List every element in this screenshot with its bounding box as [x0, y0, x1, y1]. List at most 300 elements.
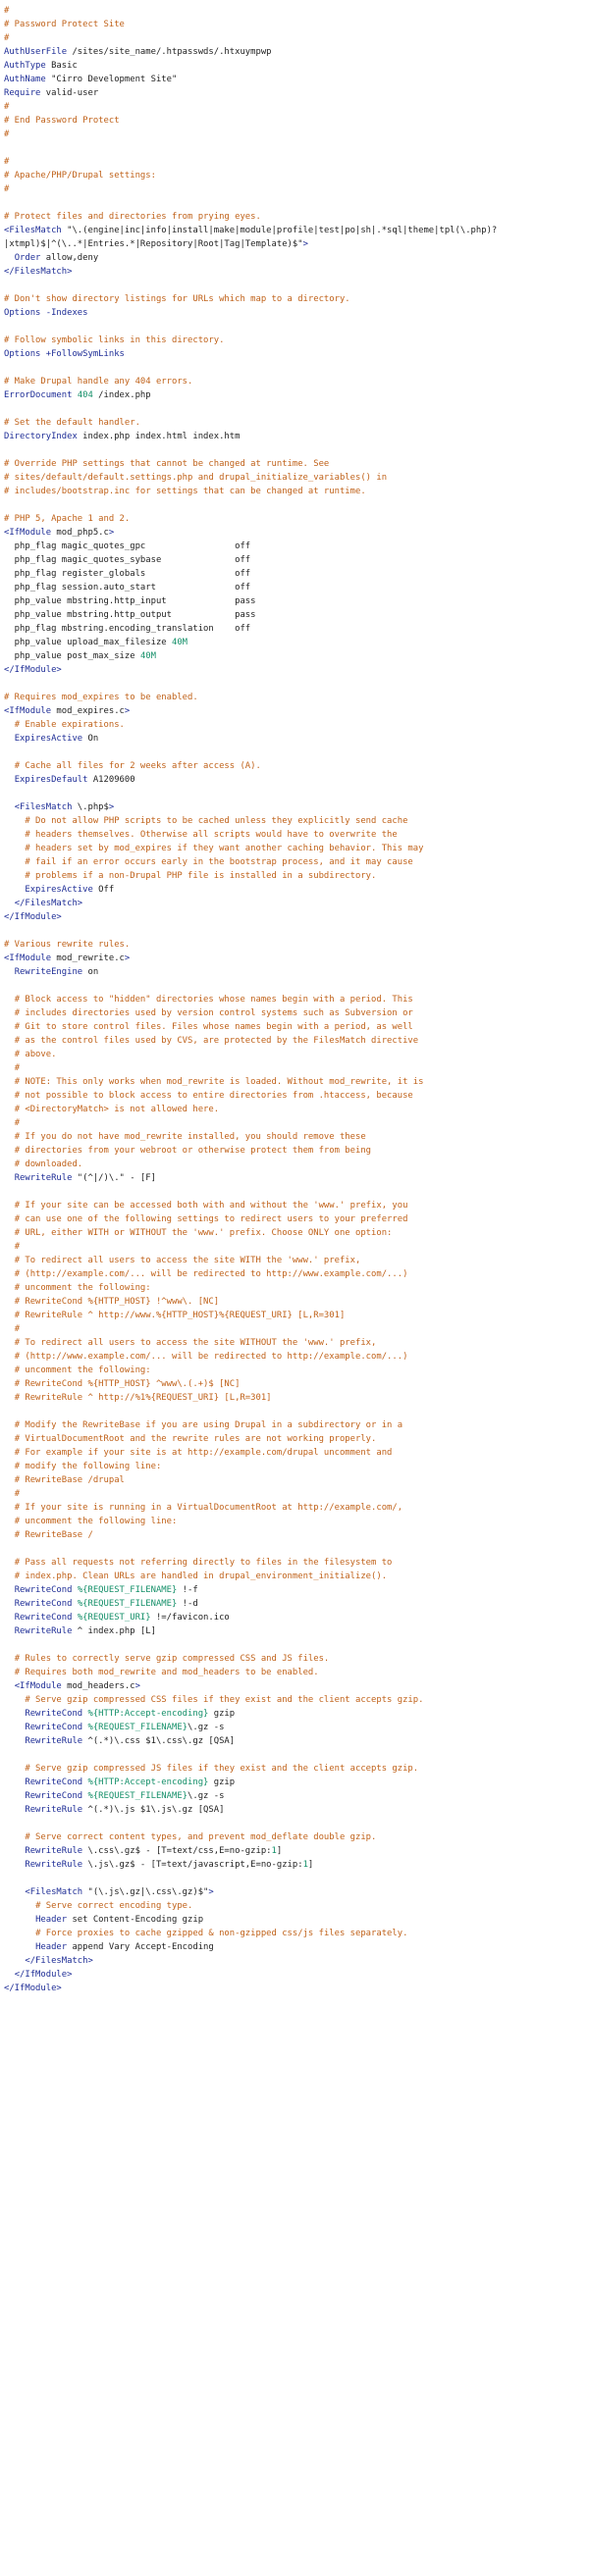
plain-token	[4, 1159, 15, 1169]
tag-token: </IfModule>	[14, 1970, 73, 1980]
plain-token	[4, 1846, 25, 1856]
tag-token: >	[108, 802, 115, 812]
code-line	[0, 485, 589, 498]
comment-token: # not possible to block access to entire directories from .htaccess, because	[14, 1091, 413, 1101]
code-line	[0, 1006, 589, 1020]
comment-token: # Pass all requests not referring directly to files in the filesystem to	[14, 1558, 393, 1568]
plain-token: \.gz -s	[187, 1791, 225, 1801]
plain-token: \.gz -s	[187, 1723, 225, 1732]
comment-token: # RewriteBase /	[14, 1530, 93, 1540]
comment-token: # above.	[14, 1050, 57, 1059]
plain-token: on	[82, 967, 99, 977]
tag-token: </FilesMatch>	[4, 267, 73, 277]
code-line	[0, 965, 589, 979]
plain-token: php_flag magic_quotes_gpc off	[4, 541, 251, 551]
code-line	[0, 663, 589, 677]
code-line	[0, 1734, 589, 1748]
plain-token	[4, 1434, 15, 1444]
plain-token: php_flag register_globals off	[4, 569, 251, 579]
code-line	[0, 993, 589, 1006]
comment-token: # headers set by mod_expires if they want another caching behavior. This may	[25, 844, 424, 853]
directive-token: RewriteEngine	[14, 967, 83, 977]
plain-token	[4, 1709, 25, 1719]
directive-token: RewriteRule	[25, 1846, 83, 1856]
directive-token: RewriteCond	[14, 1599, 73, 1609]
comment-token: # directories from your webroot or otherwise protect them from being	[14, 1146, 372, 1156]
code-line	[0, 1652, 589, 1666]
comment-token: # Rules to correctly serve gzip compressed CSS and JS files.	[14, 1654, 330, 1664]
plain-token	[4, 1956, 25, 1966]
plain-token: set Content-Encoding gzip	[67, 1915, 204, 1925]
tag-token: </IfModule>	[4, 1984, 62, 1993]
code-line	[0, 210, 589, 224]
tag-token: <IfModule	[4, 953, 52, 963]
code-line	[0, 498, 589, 512]
variable-token: %{HTTP:Accept-encoding}	[87, 1777, 209, 1787]
plain-token: /index.php	[92, 390, 151, 400]
code-line	[0, 1446, 589, 1460]
tag-token: >	[134, 1681, 140, 1691]
comment-token: # If you do not have mod_rewrite installed, you should remove these	[14, 1132, 366, 1142]
tag-token: </IfModule>	[4, 665, 62, 675]
plain-token	[4, 1352, 15, 1362]
plain-token	[4, 1887, 25, 1897]
code-line	[0, 334, 589, 347]
plain-token	[4, 1132, 15, 1142]
plain-token	[4, 1105, 15, 1114]
plain-token: "(^|/)\." - [F]	[72, 1173, 156, 1183]
code-line	[0, 100, 589, 114]
plain-token	[4, 1063, 15, 1073]
comment-token: # NOTE: This only works when mod_rewrite is loaded. Without mod_rewrite, it is	[14, 1077, 424, 1087]
plain-token	[4, 1929, 35, 1938]
code-line	[0, 1927, 589, 1940]
plain-token	[4, 1311, 15, 1320]
code-line	[0, 1515, 589, 1528]
code-line	[0, 1020, 589, 1034]
directive-token: Options	[4, 308, 41, 318]
code-line	[0, 1295, 589, 1309]
directive-token: RewriteRule	[25, 1736, 83, 1746]
code-line	[0, 1597, 589, 1611]
code-line	[0, 1624, 589, 1638]
code-line	[0, 814, 589, 828]
tag-token: >	[124, 953, 131, 963]
plain-token	[4, 1338, 15, 1348]
comment-token: #	[14, 1324, 21, 1334]
plain-token: \.js\.gz$ - [T=text/javascript,E=no-gzip:	[82, 1860, 303, 1870]
number-token: 1	[302, 1860, 308, 1870]
comment-token: # uncomment the following:	[14, 1283, 151, 1293]
plain-token	[4, 720, 15, 730]
directive-token: -Indexes	[45, 308, 88, 318]
plain-token	[4, 1462, 15, 1471]
code-line	[0, 1034, 589, 1048]
code-line	[0, 512, 589, 526]
variable-token: %{REQUEST_FILENAME}	[77, 1585, 178, 1595]
directive-token: ExpiresActive	[25, 885, 93, 895]
directive-token: AuthType	[4, 61, 46, 71]
plain-token	[4, 1942, 35, 1952]
code-line	[0, 1748, 589, 1762]
directive-token: RewriteCond	[25, 1709, 83, 1719]
plain-token	[4, 1242, 15, 1252]
comment-token: # Do not allow PHP scripts to be cached unless they explicitly send cache	[25, 816, 408, 826]
plain-token	[4, 1668, 15, 1677]
code-line	[0, 1116, 589, 1130]
directive-token: RewriteCond	[14, 1613, 73, 1623]
comment-token: # Password Protect Site	[4, 20, 125, 29]
code-line	[0, 842, 589, 855]
comment-token: # includes directories used by version control systems such as Subversion or	[14, 1008, 413, 1018]
code-line	[0, 416, 589, 430]
number-token: 404	[77, 390, 93, 400]
tag-token: <IfModule	[14, 1681, 62, 1691]
plain-token	[4, 1764, 25, 1774]
tag-token: <FilesMatch	[4, 226, 62, 235]
code-line	[0, 883, 589, 897]
number-token: 1	[271, 1846, 277, 1856]
code-line	[0, 1844, 589, 1858]
directive-token: ErrorDocument	[4, 390, 73, 400]
code-line	[0, 114, 589, 128]
plain-token: php_value upload_max_filesize	[4, 638, 172, 647]
plain-token: php_value mbstring.http_input pass	[4, 596, 256, 606]
plain-token: valid-user	[40, 88, 99, 98]
code-line	[0, 279, 589, 292]
code-line	[0, 1322, 589, 1336]
plain-token	[4, 1558, 15, 1568]
code-line	[0, 1528, 589, 1542]
code-line	[0, 1885, 589, 1899]
plain-token: mod_rewrite.c	[51, 953, 125, 963]
directive-token: RewriteCond	[25, 1791, 83, 1801]
directive-token: RewriteRule	[25, 1860, 83, 1870]
comment-token: # Requires both mod_rewrite and mod_headers to be enabled.	[14, 1668, 319, 1677]
code-line	[0, 952, 589, 965]
code-line	[0, 622, 589, 636]
comment-token: # RewriteCond %{HTTP_HOST} !^www\. [NC]	[14, 1297, 220, 1307]
code-line	[0, 388, 589, 402]
code-line	[0, 402, 589, 416]
code-line	[0, 1473, 589, 1487]
comment-token: # Enable expirations.	[14, 720, 125, 730]
plain-token	[4, 1256, 15, 1265]
code-line	[0, 86, 589, 100]
directive-token: RewriteCond	[25, 1723, 83, 1732]
plain-token	[4, 885, 25, 895]
code-line	[0, 1721, 589, 1734]
code-line	[0, 31, 589, 45]
plain-token: Basic	[45, 61, 78, 71]
code-line	[0, 1309, 589, 1322]
code-line	[0, 1556, 589, 1570]
plain-token	[4, 1805, 25, 1815]
code-line	[0, 1638, 589, 1652]
directive-token: Header	[35, 1915, 68, 1925]
directive-token: RewriteRule	[25, 1805, 83, 1815]
code-line	[0, 649, 589, 663]
comment-token: # downloaded.	[14, 1159, 83, 1169]
comment-token: # End Password Protect	[4, 116, 120, 126]
comment-token: # Set the default handler.	[4, 418, 140, 428]
code-line	[0, 141, 589, 155]
code-line	[0, 608, 589, 622]
plain-token	[4, 1420, 15, 1430]
comment-token: # Serve gzip compressed JS files if they exist and the client accepts gzip.	[25, 1764, 419, 1774]
code-line	[0, 1707, 589, 1721]
plain-token	[4, 1091, 15, 1101]
code-line	[0, 1762, 589, 1776]
plain-token: php_flag magic_quotes_sybase off	[4, 555, 251, 565]
tag-token: <FilesMatch	[25, 1887, 83, 1897]
comment-token: # uncomment the following line:	[14, 1517, 178, 1526]
plain-token: ]	[307, 1860, 314, 1870]
directive-token: ExpiresActive	[14, 734, 83, 744]
code-line	[0, 594, 589, 608]
code-line	[0, 924, 589, 938]
comment-token: #	[14, 1489, 21, 1499]
comment-token: # RewriteRule ^ http://%1%{REQUEST_URI} [L,R=301]	[14, 1393, 272, 1403]
code-line	[0, 1405, 589, 1418]
comment-token: # PHP 5, Apache 1 and 2.	[4, 514, 131, 524]
plain-token: "\.(engine|inc|info|install|make|module|profile|test|po|sh|.*sql|theme|tpl(\.php)?	[61, 226, 498, 235]
plain-token: ^(.*)\.css $1\.css\.gz [QSA]	[82, 1736, 236, 1746]
plain-token	[4, 1448, 15, 1458]
plain-token: !-d	[177, 1599, 198, 1609]
plain-token	[4, 1530, 15, 1540]
plain-token	[4, 1970, 15, 1980]
plain-token	[4, 1736, 25, 1746]
comment-token: # as the control files used by CVS, are protected by the FilesMatch directive	[14, 1036, 419, 1046]
code-line	[0, 169, 589, 182]
code-line	[0, 1185, 589, 1199]
code-line	[0, 471, 589, 485]
code-line	[0, 1281, 589, 1295]
code-line	[0, 196, 589, 210]
comment-token: # Force proxies to cache gzipped & non-gzipped css/js files separately.	[35, 1929, 408, 1938]
plain-token	[4, 734, 15, 744]
code-line	[0, 361, 589, 375]
directive-token: Options	[4, 349, 41, 359]
plain-token	[4, 1901, 35, 1911]
plain-token	[4, 1860, 25, 1870]
code-line	[0, 1872, 589, 1885]
code-line	[0, 1679, 589, 1693]
plain-token	[4, 1681, 15, 1691]
variable-token: %{REQUEST_FILENAME}	[87, 1791, 188, 1801]
directive-token: RewriteCond	[25, 1777, 83, 1787]
plain-token	[4, 1585, 15, 1595]
tag-token: <IfModule	[4, 706, 52, 716]
directive-token: ExpiresDefault	[14, 775, 88, 785]
plain-token	[4, 967, 15, 977]
code-line	[0, 553, 589, 567]
code-line	[0, 773, 589, 787]
code-line	[0, 224, 589, 237]
plain-token	[4, 1791, 25, 1801]
plain-token	[4, 1365, 15, 1375]
plain-token	[4, 1915, 35, 1925]
tag-token: >	[124, 706, 131, 716]
code-line	[0, 1089, 589, 1103]
number-token: 40M	[139, 651, 156, 661]
comment-token: # To redirect all users to access the site WITHOUT the 'www.' prefix,	[14, 1338, 377, 1348]
comment-token: # Make Drupal handle any 404 errors.	[4, 377, 193, 386]
comment-token: # Don't show directory listings for URLs which map to a directory.	[4, 294, 350, 304]
plain-token: !=/favicon.ico	[150, 1613, 230, 1623]
plain-token	[4, 761, 15, 771]
code-line	[0, 1432, 589, 1446]
plain-token	[4, 1695, 25, 1705]
comment-token: #	[4, 33, 10, 43]
comment-token: # Serve gzip compressed CSS files if they exist and the client accepts gzip.	[25, 1695, 424, 1705]
code-line	[0, 1913, 589, 1927]
plain-token: \.css\.gz$ - [T=text/css,E=no-gzip:	[82, 1846, 272, 1856]
tag-token: <FilesMatch	[14, 802, 73, 812]
plain-token	[4, 1077, 15, 1087]
code-line	[0, 526, 589, 540]
code-line	[0, 1171, 589, 1185]
code-line	[0, 704, 589, 718]
comment-token: # includes/bootstrap.inc for settings that can be changed at runtime.	[4, 487, 366, 496]
code-line	[0, 237, 589, 251]
tag-token: >	[208, 1887, 214, 1897]
plain-token	[4, 1379, 15, 1389]
code-line	[0, 540, 589, 553]
plain-token	[4, 1777, 25, 1787]
code-line	[0, 1803, 589, 1817]
plain-token: \.php$	[72, 802, 109, 812]
code-line	[0, 1666, 589, 1679]
code-line	[0, 1061, 589, 1075]
code-line	[0, 1693, 589, 1707]
code-line	[0, 443, 589, 457]
code-line	[0, 636, 589, 649]
code-line	[0, 691, 589, 704]
code-line	[0, 1968, 589, 1982]
plain-token	[4, 1599, 15, 1609]
comment-token: # RewriteRule ^ http://www.%{HTTP_HOST}%{REQUEST_URI} [L,R=301]	[14, 1311, 346, 1320]
comment-token: # Override PHP settings that cannot be changed at runtime. See	[4, 459, 330, 469]
code-line	[0, 1982, 589, 1995]
plain-token: gzip	[208, 1709, 236, 1719]
code-line	[0, 1954, 589, 1968]
code-line	[0, 1377, 589, 1391]
tag-token: </IfModule>	[4, 912, 62, 922]
tag-token: >	[302, 239, 308, 249]
plain-token	[4, 857, 25, 867]
plain-token: "(\.js\.gz|\.css\.gz)$"	[82, 1887, 209, 1897]
tag-token: </FilesMatch>	[25, 1956, 93, 1966]
directive-token: AuthUserFile	[4, 47, 68, 57]
code-line	[0, 938, 589, 952]
code-line	[0, 910, 589, 924]
code-line	[0, 1158, 589, 1171]
code-line	[0, 1776, 589, 1789]
comment-token: # <DirectoryMatch> is not allowed here.	[14, 1105, 220, 1114]
plain-token	[4, 1269, 15, 1279]
plain-token	[4, 816, 25, 826]
plain-token: mod_expires.c	[51, 706, 125, 716]
code-line	[0, 320, 589, 334]
directive-token: Require	[4, 88, 41, 98]
comment-token: #	[4, 129, 10, 139]
code-line	[0, 1487, 589, 1501]
code-line	[0, 1460, 589, 1473]
plain-token: "Cirro Development Site"	[45, 75, 178, 84]
comment-token: # Various rewrite rules.	[4, 940, 131, 950]
code-line	[0, 1212, 589, 1226]
comment-token: # URL, either WITH or WITHOUT the 'www.' prefix. Choose ONLY one option:	[14, 1228, 393, 1238]
plain-token	[4, 1118, 15, 1128]
code-line	[0, 869, 589, 883]
plain-token	[4, 1283, 15, 1293]
code-line	[0, 1940, 589, 1954]
variable-token: %{REQUEST_URI}	[77, 1613, 151, 1623]
code-line	[0, 1130, 589, 1144]
comment-token: # Modify the RewriteBase if you are using Drupal in a subdirectory or in a	[14, 1420, 403, 1430]
directive-token: RewriteRule	[14, 1626, 73, 1636]
code-line	[0, 828, 589, 842]
comment-token: # Serve correct content types, and prevent mod_deflate double gzip.	[25, 1832, 377, 1842]
code-line	[0, 306, 589, 320]
code-line	[0, 1226, 589, 1240]
plain-token	[4, 1214, 15, 1224]
tag-token: >	[108, 528, 115, 538]
code-line	[0, 457, 589, 471]
directive-token: RewriteRule	[14, 1173, 73, 1183]
number-token: 40M	[171, 638, 188, 647]
plain-token	[4, 1050, 15, 1059]
comment-token: # If your site can be accessed both with and without the 'www.' prefix, you	[14, 1201, 408, 1211]
comment-token: # To redirect all users to access the site WITH the 'www.' prefix,	[14, 1256, 361, 1265]
code-line	[0, 1075, 589, 1089]
plain-token	[4, 1475, 15, 1485]
code-line	[0, 59, 589, 73]
plain-token	[4, 802, 15, 812]
code-line	[0, 1364, 589, 1377]
directive-token: DirectoryIndex	[4, 432, 78, 441]
comment-token: # VirtualDocumentRoot and the rewrite rules are not working properly.	[14, 1434, 377, 1444]
code-line	[0, 1350, 589, 1364]
code-line	[0, 1254, 589, 1267]
directive-token: Header	[35, 1942, 68, 1952]
plain-token	[4, 899, 15, 908]
code-line	[0, 1144, 589, 1158]
plain-token	[4, 995, 15, 1005]
plain-token	[4, 1297, 15, 1307]
code-line	[0, 265, 589, 279]
code-line	[0, 1240, 589, 1254]
comment-token: # Git to store control files. Files whose names begin with a period, as well	[14, 1022, 413, 1032]
plain-token	[4, 1022, 15, 1032]
comment-token: # (http://www.example.com/... will be redirected to http://example.com/...)	[14, 1352, 408, 1362]
comment-token: # RewriteCond %{HTTP_HOST} ^www\.(.+)$ [NC]	[14, 1379, 241, 1389]
code-line	[0, 182, 589, 196]
tag-token: </FilesMatch>	[14, 899, 83, 908]
directive-token: AuthName	[4, 75, 46, 84]
plain-token	[4, 1613, 15, 1623]
plain-token: A1209600	[87, 775, 135, 785]
comment-token: #	[4, 157, 10, 167]
comment-token: # For example if your site is at http://example.com/drupal uncomment and	[14, 1448, 393, 1458]
comment-token: # headers themselves. Otherwise all scripts would have to overwrite the	[25, 830, 398, 840]
plain-token: php_value post_max_size	[4, 651, 140, 661]
comment-token: #	[4, 184, 10, 194]
variable-token: %{REQUEST_FILENAME}	[87, 1723, 188, 1732]
plain-token	[4, 844, 25, 853]
